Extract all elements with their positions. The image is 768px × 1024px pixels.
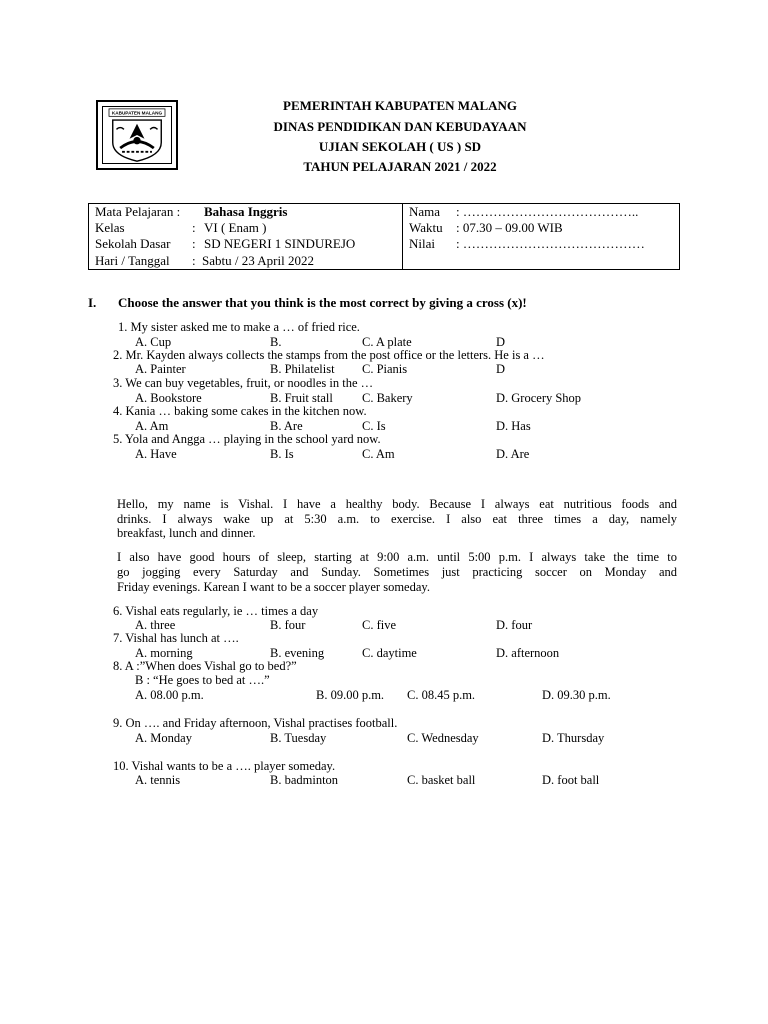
- option-a[interactable]: A. Have: [135, 447, 177, 461]
- option-c[interactable]: C. Am: [362, 447, 395, 461]
- info-time-value: : 07.30 – 09.00 WIB: [456, 220, 563, 235]
- info-divider: [402, 204, 403, 269]
- option-c[interactable]: C. Is: [362, 419, 386, 433]
- info-school-label: Sekolah Dasar: [95, 236, 171, 251]
- info-class-label: Kelas: [95, 220, 125, 235]
- option-d[interactable]: D. Grocery Shop: [496, 391, 582, 405]
- passage-line: go jogging every Saturday and Sunday. Sometimes just practicing soccer on Monday and: [117, 565, 677, 579]
- info-school-value: SD NEGERI 1 SINDUREJO: [204, 236, 356, 251]
- question-5: 5. Yola and Angga … playing in the school yard now.: [113, 432, 381, 446]
- header-school-year: TAHUN PELAJARAN 2021 / 2022: [303, 159, 497, 174]
- option-b[interactable]: B.: [270, 335, 282, 349]
- question-1: 1. My sister asked me to make a … of fried rice.: [118, 320, 360, 334]
- option-b[interactable]: B. Is: [270, 447, 294, 461]
- passage-line: breakfast, lunch and dinner.: [117, 526, 256, 540]
- option-b[interactable]: B. badminton: [270, 773, 339, 787]
- info-class-value: VI ( Enam ): [204, 220, 267, 235]
- option-a[interactable]: A. Cup: [135, 335, 172, 349]
- option-d[interactable]: D. Are: [496, 447, 530, 461]
- info-school-sep: :: [192, 236, 196, 251]
- option-a[interactable]: A. tennis: [135, 773, 181, 787]
- option-b[interactable]: B. Are: [270, 419, 303, 433]
- option-b[interactable]: B. Philatelist: [270, 362, 335, 376]
- question-2: 2. Mr. Kayden always collects the stamps from the post office or the letters. He is a …: [113, 348, 545, 362]
- header-department: DINAS PENDIDIKAN DAN KEBUDAYAAN: [273, 119, 527, 134]
- info-date-sep: :: [192, 253, 196, 268]
- option-c[interactable]: C. five: [362, 618, 397, 632]
- info-class-sep: :: [192, 220, 196, 235]
- option-d[interactable]: D: [496, 362, 506, 376]
- question-7: 7. Vishal has lunch at ….: [113, 631, 239, 645]
- question-3: 3. We can buy vegetables, fruit, or noodles in the …: [113, 376, 374, 390]
- question-10: 10. Vishal wants to be a …. player someday.: [113, 759, 336, 773]
- passage-line: Hello, my name is Vishal. I have a healthy body. Because I always eat nutritious foods and: [117, 497, 677, 511]
- option-d[interactable]: D. afternoon: [496, 646, 560, 660]
- option-c[interactable]: C. 08.45 p.m.: [407, 688, 476, 702]
- option-a[interactable]: A. Painter: [135, 362, 186, 376]
- question-8-part-b: B : “He goes to bed at ….”: [135, 673, 270, 687]
- option-b[interactable]: B. 09.00 p.m.: [316, 688, 385, 702]
- info-name-label: Nama: [409, 204, 441, 219]
- option-d[interactable]: D. foot ball: [542, 773, 600, 787]
- passage-line: I also have good hours of sleep, starting at 9:00 a.m. until 5:00 p.m. I always take the time to: [117, 550, 677, 564]
- info-subject-label: Mata Pelajaran :: [95, 204, 181, 219]
- option-b[interactable]: B. Tuesday: [270, 731, 327, 745]
- option-c[interactable]: C. Pianis: [362, 362, 408, 376]
- option-a[interactable]: A. three: [135, 618, 176, 632]
- passage-line: drinks. I always wake up at 5:30 a.m. to exercise. I also eat three times a day, namely: [117, 512, 677, 526]
- question-4: 4. Kania … baking some cakes in the kitchen now.: [113, 404, 367, 418]
- option-a[interactable]: A. Monday: [135, 731, 192, 745]
- option-d[interactable]: D. four: [496, 618, 533, 632]
- option-b[interactable]: B. four: [270, 618, 306, 632]
- question-9: 9. On …. and Friday afternoon, Vishal practises football.: [113, 716, 398, 730]
- option-c[interactable]: C. A plate: [362, 335, 412, 349]
- info-score-field[interactable]: : ……………………………………: [456, 236, 645, 251]
- header-government: PEMERINTAH KABUPATEN MALANG: [283, 98, 517, 113]
- info-date-value: Sabtu / 23 April 2022: [202, 253, 314, 268]
- info-time-label: Waktu: [409, 220, 443, 235]
- logo-frame: [102, 106, 172, 164]
- option-a[interactable]: A. Bookstore: [135, 391, 202, 405]
- option-b[interactable]: B. Fruit stall: [270, 391, 333, 405]
- option-d[interactable]: D: [496, 335, 506, 349]
- section-number: I.: [88, 295, 97, 310]
- header-exam-title: UJIAN SEKOLAH ( US ) SD: [318, 139, 482, 154]
- question-6: 6. Vishal eats regularly, ie … times a day: [113, 604, 319, 618]
- section-instruction: Choose the answer that you think is the most correct by giving a cross (x)!: [118, 295, 527, 310]
- option-d[interactable]: D. Thursday: [542, 731, 605, 745]
- option-b[interactable]: B. evening: [270, 646, 325, 660]
- logo-label: KABUPATEN MALANG: [111, 110, 163, 116]
- info-name-field[interactable]: : …………………………………..: [456, 204, 639, 219]
- passage-line: Friday evenings. Karean I want to be a soccer player someday.: [117, 580, 430, 594]
- info-subject-value: Bahasa Inggris: [204, 204, 288, 219]
- info-score-label: Nilai: [409, 236, 435, 251]
- option-d[interactable]: D. Has: [496, 419, 531, 433]
- option-a[interactable]: A. Am: [135, 419, 169, 433]
- info-date-label: Hari / Tanggal: [95, 253, 170, 268]
- option-a[interactable]: A. 08.00 p.m.: [135, 688, 204, 702]
- option-a[interactable]: A. morning: [135, 646, 193, 660]
- option-c[interactable]: C. Bakery: [362, 391, 413, 405]
- option-d[interactable]: D. 09.30 p.m.: [542, 688, 611, 702]
- option-c[interactable]: C. Wednesday: [407, 731, 479, 745]
- option-c[interactable]: C. basket ball: [407, 773, 476, 787]
- option-c[interactable]: C. daytime: [362, 646, 417, 660]
- question-8: 8. A :”When does Vishal go to bed?”: [113, 659, 297, 673]
